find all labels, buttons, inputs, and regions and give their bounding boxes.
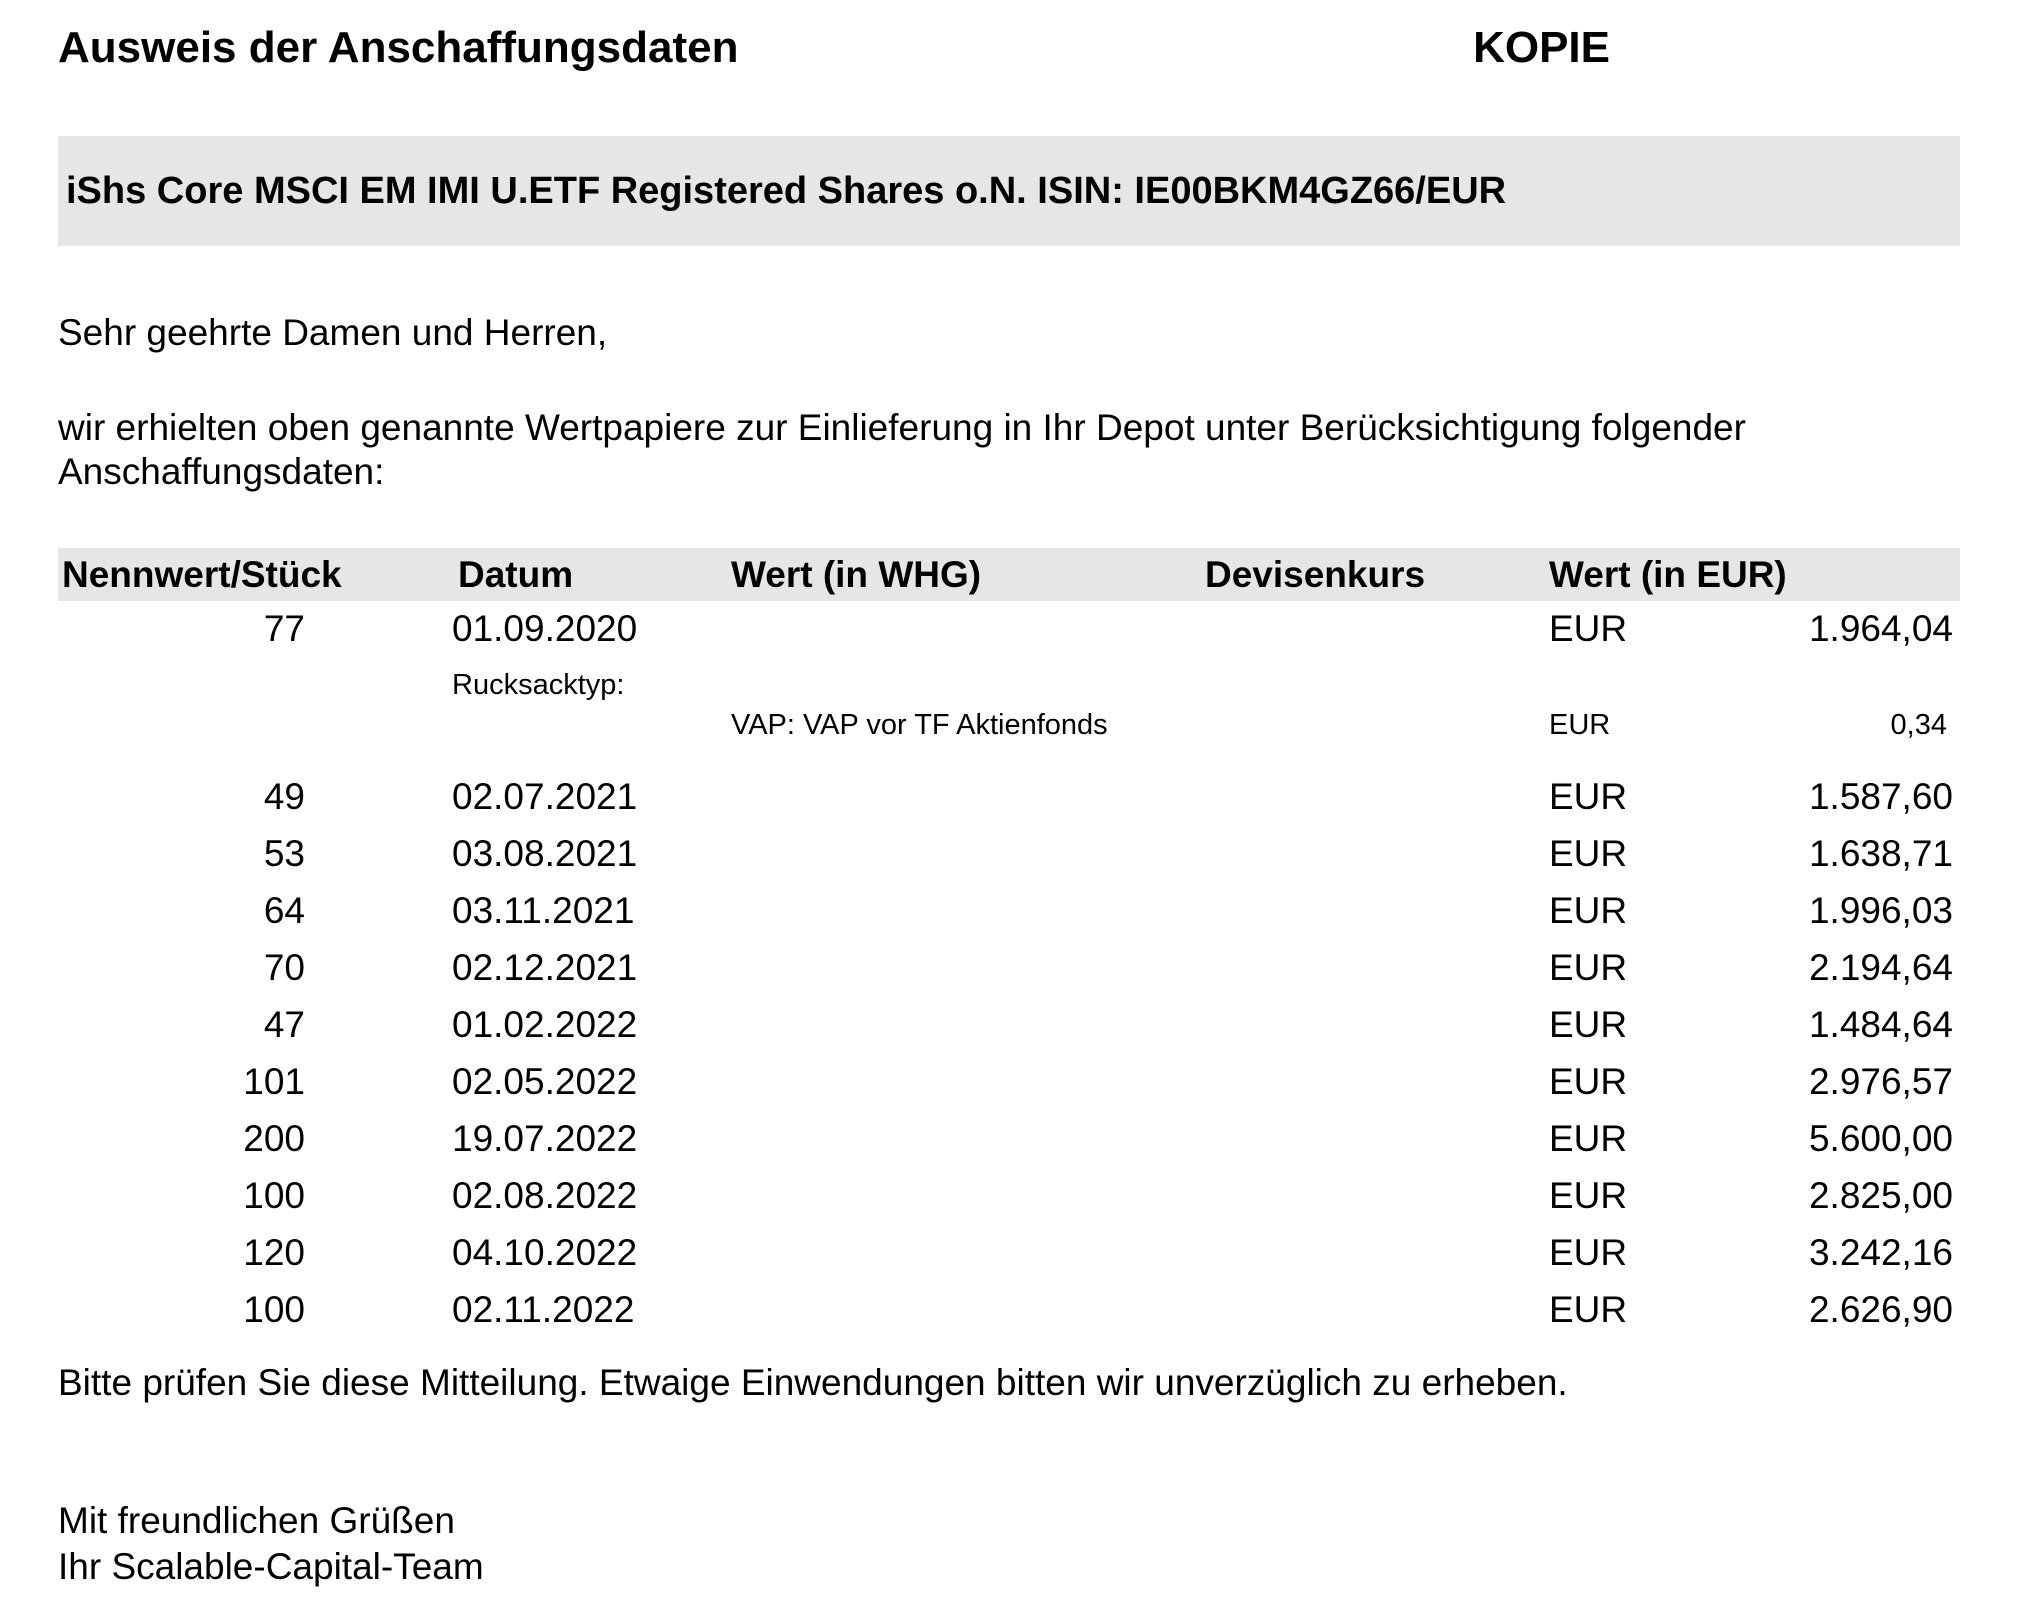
cell-datum: 02.11.2022	[452, 1289, 635, 1330]
cell-nennwert: 200	[243, 1118, 305, 1159]
value-amount: 1.638,71	[1808, 833, 1953, 874]
cell-nennwert: 49	[263, 776, 305, 817]
cell-wert-whg	[731, 610, 1205, 647]
cell-wert-eur	[1549, 610, 1960, 647]
value-amount: 3.242,16	[1808, 1232, 1953, 1273]
page-title: Ausweis der Anschaffungsdaten	[58, 23, 739, 72]
cell-devisenkurs	[1205, 1006, 1549, 1043]
table-row	[58, 778, 1960, 815]
copy-stamp: KOPIE	[1473, 23, 1610, 72]
table-row	[58, 1006, 1960, 1043]
cell-datum: 03.08.2021	[452, 833, 638, 874]
currency-label: EUR	[1549, 608, 1628, 649]
table-row	[58, 670, 1960, 700]
cell-nennwert: 64	[263, 890, 305, 931]
currency-label: EUR	[1549, 833, 1628, 874]
header-devisenkurs: Devisenkurs	[1205, 553, 1426, 595]
table-row	[58, 835, 1960, 872]
value-amount: 1.484,64	[1808, 1004, 1953, 1045]
table-body	[58, 610, 1960, 1328]
value-amount: 2.825,00	[1808, 1175, 1953, 1216]
cell-nennwert: 101	[243, 1061, 305, 1102]
cell-wert-whg	[731, 670, 1205, 700]
cell-nennwert: 120	[243, 1232, 305, 1273]
currency-label: EUR	[1549, 1289, 1628, 1330]
table-row	[58, 1234, 1960, 1271]
currency-label: EUR	[1549, 947, 1628, 988]
cell-nennwert: 53	[263, 833, 305, 874]
table-header-row	[58, 548, 1960, 601]
cell-devisenkurs	[1205, 778, 1549, 815]
cell-wert-whg	[731, 1234, 1205, 1271]
cell-wert-eur	[1549, 710, 1960, 740]
cell-devisenkurs	[1205, 835, 1549, 872]
cell-wert-eur	[1549, 949, 1960, 986]
security-name-isin: iShs Core MSCI EM IMI U.ETF Registered Shares o.N. ISIN: IE00BKM4GZ66/EUR	[66, 169, 1507, 212]
cell-datum: 02.05.2022	[452, 1061, 638, 1102]
cell-wert-whg	[731, 1063, 1205, 1100]
cell-devisenkurs	[1205, 1291, 1549, 1328]
cell-wert-eur	[1549, 1291, 1960, 1328]
value-amount: 1.587,60	[1808, 776, 1953, 817]
document-header	[58, 24, 1960, 72]
cell-wert-whg: VAP: VAP vor TF Aktienfonds	[731, 709, 1108, 741]
cell-wert-eur	[1549, 835, 1960, 872]
cell-datum: 04.10.2022	[452, 1232, 638, 1273]
cell-nennwert: 77	[263, 608, 305, 649]
value-amount: 2.976,57	[1808, 1061, 1953, 1102]
cell-wert-eur	[1549, 1120, 1960, 1157]
table-row	[58, 710, 1960, 740]
value-amount: 5.600,00	[1808, 1118, 1953, 1159]
currency-label: EUR	[1549, 890, 1628, 931]
header-nennwert-stueck: Nennwert/Stück	[62, 553, 342, 595]
value-amount: 1.964,04	[1808, 608, 1953, 649]
cell-wert-whg	[731, 1291, 1205, 1328]
header-datum: Datum	[458, 553, 574, 595]
cell-datum: 02.07.2021	[452, 776, 638, 817]
cell-devisenkurs	[1205, 1120, 1549, 1157]
cell-datum: 02.12.2021	[452, 947, 638, 988]
table-row	[58, 1291, 1960, 1328]
cell-wert-whg	[731, 892, 1205, 929]
intro-line-2: Anschaffungsdaten:	[58, 451, 385, 492]
cell-wert-whg	[731, 1120, 1205, 1157]
cell-wert-whg	[731, 835, 1205, 872]
closing-salutation: Mit freundlichen Grüßen	[58, 1500, 455, 1541]
header-wert-whg: Wert (in WHG)	[731, 553, 982, 595]
closing-block	[58, 1498, 1960, 1590]
cell-wert-whg	[731, 778, 1205, 815]
table-row	[58, 1063, 1960, 1100]
table-row	[58, 892, 1960, 929]
value-amount: 2.194,64	[1808, 947, 1953, 988]
cell-nennwert	[58, 670, 452, 700]
value-amount: 0,34	[1890, 709, 1947, 741]
cell-wert-whg	[731, 1006, 1205, 1043]
currency-label: EUR	[1549, 776, 1628, 817]
currency-label: EUR	[1549, 1004, 1628, 1045]
table-row	[58, 610, 1960, 647]
cell-wert-eur	[1549, 1063, 1960, 1100]
cell-nennwert: 47	[263, 1004, 305, 1045]
cell-wert-eur	[1549, 778, 1960, 815]
cell-devisenkurs	[1205, 1177, 1549, 1214]
value-amount: 1.996,03	[1808, 890, 1953, 931]
cell-devisenkurs	[1205, 610, 1549, 647]
team-signature: Ihr Scalable-Capital-Team	[58, 1546, 484, 1587]
cell-devisenkurs	[1205, 670, 1549, 700]
cell-devisenkurs	[1205, 949, 1549, 986]
currency-label: EUR	[1549, 1118, 1628, 1159]
cell-datum: 02.08.2022	[452, 1175, 638, 1216]
cell-nennwert: 100	[243, 1289, 305, 1330]
header-wert-eur: Wert (in EUR)	[1549, 553, 1787, 595]
currency-label: EUR	[1549, 1232, 1628, 1273]
cell-wert-eur	[1549, 1006, 1960, 1043]
cell-wert-eur	[1549, 892, 1960, 929]
currency-label: EUR	[1549, 709, 1611, 741]
cell-wert-eur	[1549, 1234, 1960, 1271]
salutation: Sehr geehrte Damen und Herren,	[58, 312, 608, 353]
cell-nennwert	[58, 710, 452, 740]
cell-nennwert: 100	[243, 1175, 305, 1216]
intro-line-1: wir erhielten oben genannte Wertpapiere zur Einlieferung in Ihr Depot unter Berücksichtigung folgender	[58, 407, 1746, 448]
intro-paragraph	[58, 406, 1960, 494]
table-row	[58, 1177, 1960, 1214]
table-row	[58, 949, 1960, 986]
cell-devisenkurs	[1205, 1063, 1549, 1100]
cell-datum: Rucksacktyp:	[452, 669, 625, 701]
cell-datum: 01.09.2020	[452, 608, 638, 649]
currency-label: EUR	[1549, 1061, 1628, 1102]
cell-wert-whg	[731, 1177, 1205, 1214]
cell-nennwert: 70	[263, 947, 305, 988]
cell-devisenkurs	[1205, 1234, 1549, 1271]
cell-datum: 03.11.2021	[452, 890, 635, 931]
cell-datum: 19.07.2022	[452, 1118, 638, 1159]
cell-datum: 01.02.2022	[452, 1004, 638, 1045]
value-amount: 2.626,90	[1808, 1289, 1953, 1330]
cell-devisenkurs	[1205, 892, 1549, 929]
cell-devisenkurs	[1205, 710, 1549, 740]
table-row	[58, 1120, 1960, 1157]
currency-label: EUR	[1549, 1175, 1628, 1216]
notice-text: Bitte prüfen Sie diese Mitteilung. Etwaige Einwendungen bitten wir unverzüglich zu erheben.	[58, 1362, 1568, 1403]
cell-wert-eur	[1549, 670, 1960, 700]
cell-datum	[452, 710, 731, 740]
cell-wert-eur	[1549, 1177, 1960, 1214]
cell-wert-whg	[731, 949, 1205, 986]
security-header-bar	[58, 136, 1960, 246]
